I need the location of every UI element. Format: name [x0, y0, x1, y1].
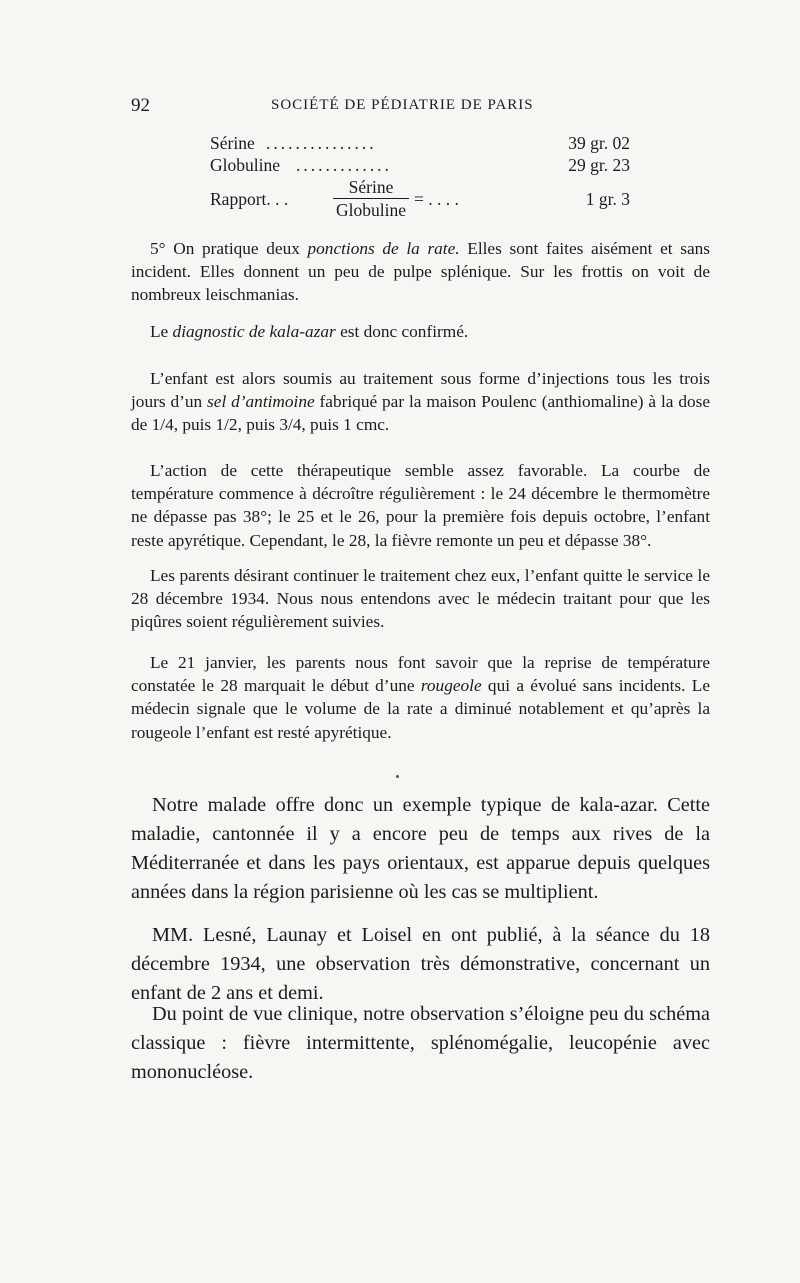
paragraph-ponctions: 5° On pratique deux ponctions de la rate. Elles sont faites aisément et sans incident. Elles donnent un peu de pulpe splénique. Sur les frottis on voit de nombreux leischmanias.	[131, 239, 710, 305]
italic-text: diagnostic de kala-azar	[172, 322, 336, 341]
globuline-value: 29 gr. 23	[568, 155, 630, 175]
rapport-value: 1 gr. 3	[585, 189, 630, 209]
paragraph-traitement: L’enfant est alors soumis au traitement sous forme d’injections tous les trois jours d’un sel d’antimoine fabriqué par la maison Poulenc (anthiomaline) à la dose de 1/4, puis 1/2, puis 3/4, puis 1 cmc.	[131, 369, 710, 435]
page-header	[131, 95, 710, 119]
ratio-fraction	[333, 177, 409, 220]
leader-dots: .............	[296, 155, 392, 175]
running-head: SOCIÉTÉ DE PÉDIATRIE DE PARIS	[271, 97, 534, 113]
paragraph-rougeole: Le 21 janvier, les parents nous font savoir que la reprise de température constatée le 28 marquait le début d’une rougeole qui a évolué sans incidents. Le médecin signale que le volume de la rate a diminué notablement et qu’après la rougeole l’enfant est resté apyrétique.	[131, 653, 710, 742]
italic-text: ponctions de la rate.	[307, 239, 460, 258]
ink-speck	[396, 775, 399, 778]
leader-dots: ...............	[266, 133, 377, 153]
fraction-numerator: Sérine	[348, 177, 394, 197]
paragraph-clinique: Du point de vue clinique, notre observation s’éloigne peu du schéma classique : fièvre intermittente, splénomégalie, leucopénie avec mononucléose.	[131, 1003, 710, 1083]
globuline-label: Globuline	[210, 155, 280, 175]
table-row-globuline	[210, 155, 630, 179]
italic-text: rougeole	[420, 676, 482, 696]
rapport-equals: = . . . .	[414, 189, 459, 209]
italic-text: sel d’antimoine	[207, 392, 315, 412]
serine-value: 39 gr. 02	[568, 133, 630, 153]
page-number: 92	[131, 95, 150, 116]
paragraph-lesne: MM. Lesné, Launay et Loisel en ont publié, à la séance du 18 décembre 1934, une observation très démonstrative, concernant un enfant de 2 ans et demi.	[131, 924, 710, 1004]
table-row-rapport	[210, 189, 630, 213]
paragraph-diagnostic: Le diagnostic de kala-azar est donc confirmé.	[150, 322, 469, 341]
fraction-bar	[333, 198, 409, 199]
paragraph-kala-azar: Notre malade offre donc un exemple typique de kala-azar. Cette maladie, cantonnée il y a encore peu de temps aux rives de la Méditerranée et dans les pays orientaux, est apparue depuis quelques années dans la région parisienne où les cas se multiplient.	[131, 794, 710, 903]
paragraph-therapeutique: L’action de cette thérapeutique semble assez favorable. La courbe de température commence à décroître régulièrement : le 24 décembre le thermomètre ne dépasse pas 38°; le 25 et le 26, pour la première fois depuis octobre, l’enfant reste apyrétique. Cependant, le 28, la fièvre remonte un peu et dépasse 38°.	[131, 461, 710, 550]
paragraph-parents: Les parents désirant continuer le traitement chez eux, l’enfant quitte le service le 28 décembre 1934. Nous nous entendons avec le médecin traitant pour que les piqûres soient régulièrement suivies.	[131, 566, 710, 632]
rapport-label: Rapport. . .	[210, 189, 289, 209]
table-row-serine	[210, 133, 630, 157]
fraction-denominator: Globuline	[336, 200, 406, 220]
serine-label: Sérine	[210, 133, 255, 153]
